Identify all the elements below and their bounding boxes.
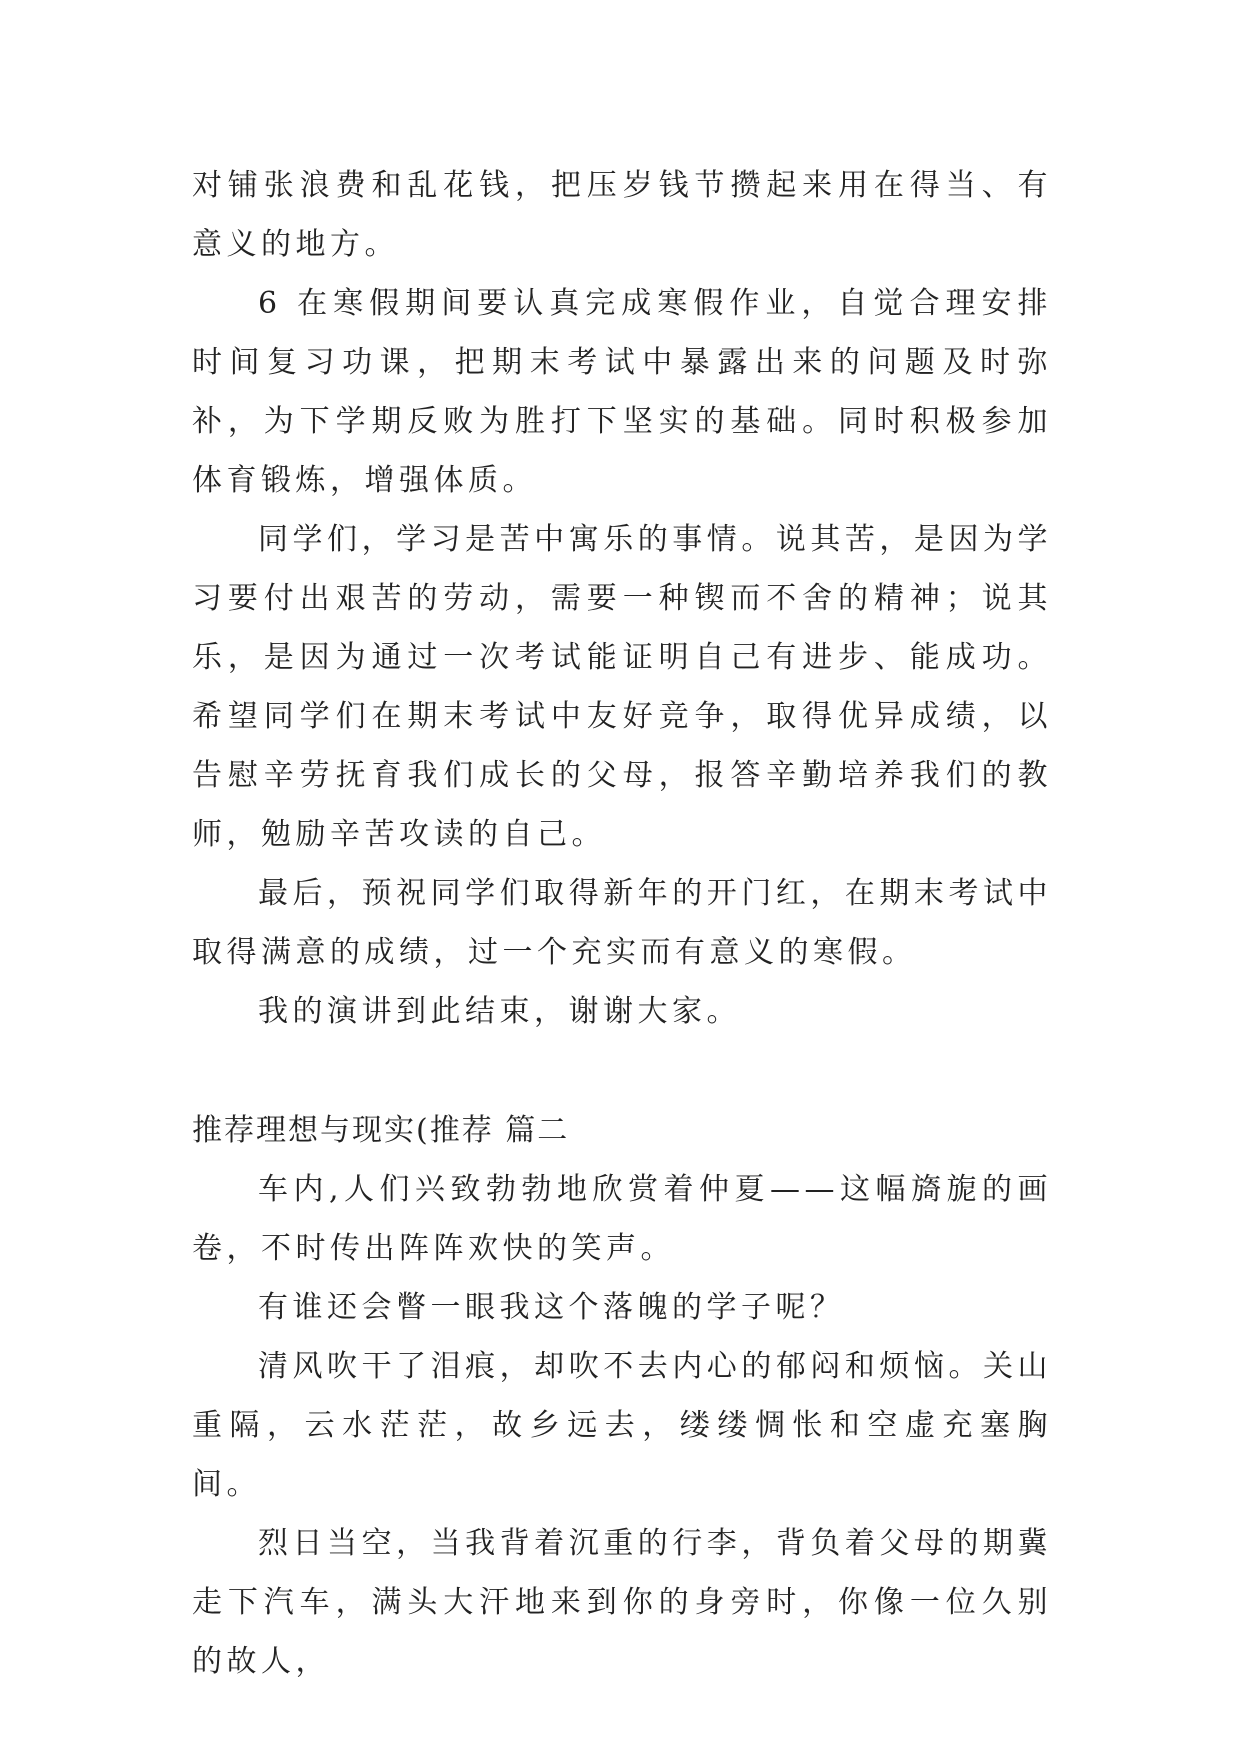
paragraph-closing: 我的演讲到此结束，谢谢大家。 <box>258 994 741 1029</box>
section-paragraph: 烈日当空，当我背着沉重的行李，背负着父母的期冀走下汽车，满头大汗地来到你的身旁时，你像一位久别的故人， <box>192 1526 1052 1679</box>
section-paragraph: 清风吹干了泪痕，却吹不去内心的郁闷和烦恼。关山重隔，云水茫茫，故乡远去，缕缕惆怅和空虚充塞胸间。 <box>192 1349 1052 1502</box>
paragraph-study: 同学们，学习是苦中寓乐的事情。说其苦，是因为学习要付出艰苦的劳动，需要一种锲而不舍的精神；说其乐，是因为通过一次考试能证明自己有进步、能成功。希望同学们在期末考试中友好竞争，取得优异成绩，以告慰辛劳抚育我们成长的父母，报答辛勤培养我们的教师，勉励辛苦攻读的自己。 <box>192 522 1052 852</box>
paragraph-continuation: 对铺张浪费和乱花钱，把压岁钱节攒起来用在得当、有意义的地方。 <box>192 168 1052 262</box>
document-page <box>192 156 1052 1691</box>
section-paragraph: 车内,人们兴致勃勃地欣赏着仲夏——这幅旖旎的画卷，不时传出阵阵欢快的笑声。 <box>192 1172 1052 1266</box>
section-paragraph: 有谁还会瞥一眼我这个落魄的学子呢？ <box>258 1290 845 1325</box>
paragraph-wishes: 最后，预祝同学们取得新年的开门红，在期末考试中取得满意的成绩，过一个充实而有意义的寒假。 <box>192 876 1052 970</box>
section-heading: 推荐理想与现实(推荐 篇二 <box>192 1113 570 1148</box>
paragraph-item-6: 6 在寒假期间要认真完成寒假作业，自觉合理安排时间复习功课，把期末考试中暴露出来的问题及时弥补，为下学期反败为胜打下坚实的基础。同时积极参加体育锻炼，增强体质。 <box>192 286 1052 498</box>
